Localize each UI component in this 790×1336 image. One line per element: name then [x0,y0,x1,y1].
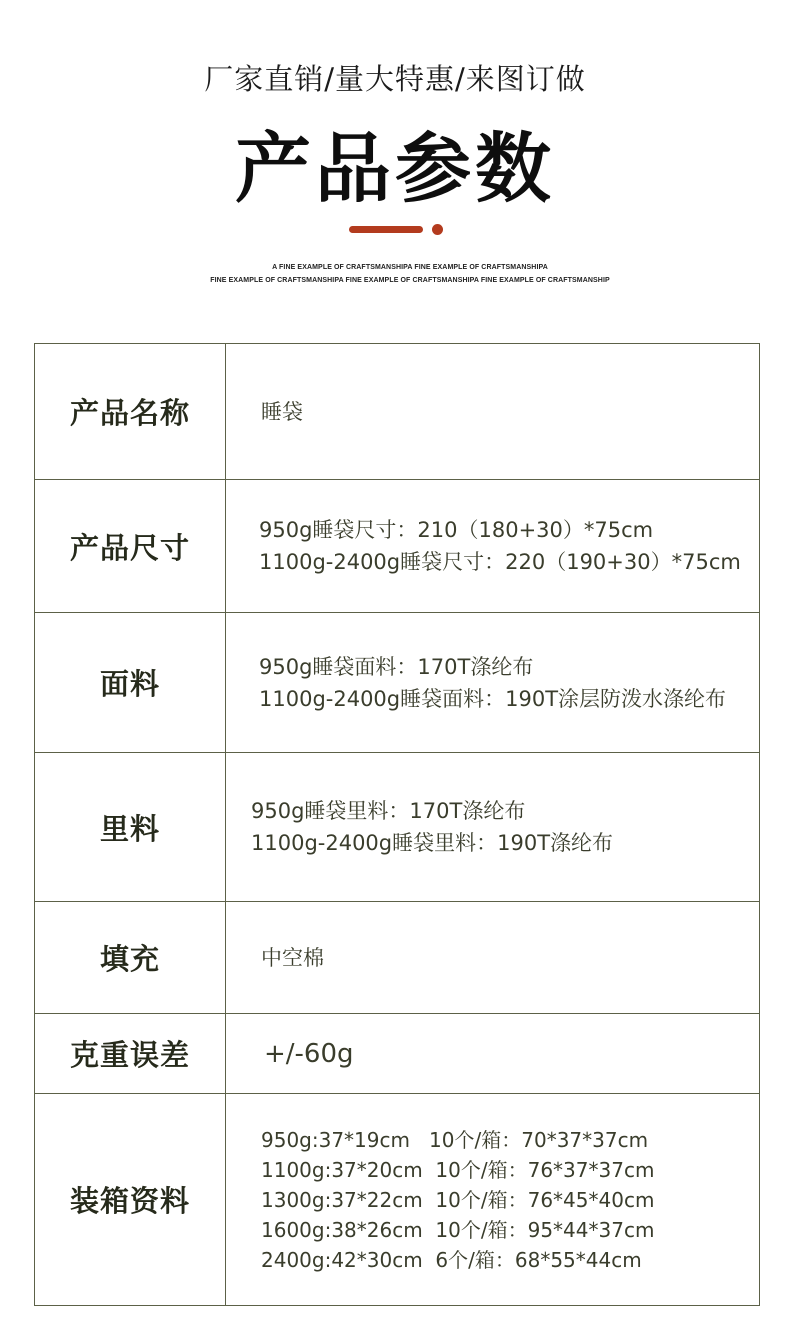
value-line: 1600g:38*26cm 10个/箱：95*44*37cm [261,1217,655,1242]
value-line: 2400g:42*30cm 6个/箱：68*55*44cm [261,1247,642,1272]
value-line: 950g:37*19cm 10个/箱：70*37*37cm [261,1127,649,1152]
row-label: 产品名称 [69,396,190,430]
table-row-fabric [35,613,759,753]
value-line: 1100g:37*20cm 10个/箱：76*37*37cm [261,1157,655,1182]
page-title: 产品参数 [235,124,555,213]
value-line: 1100g-2400g睡袋里料：190T涤纶布 [251,831,614,855]
value-line: +/-60g [264,1038,354,1069]
value-line: 1100g-2400g睡袋面料：190T涂层防泼水涤纶布 [259,686,727,711]
value-line: 1300g:37*22cm 10个/箱：76*45*40cm [261,1187,655,1212]
tagline-line-1: A FINE EXAMPLE OF CRAFTSMANSHIPA FINE EXAMPLE OF CRAFTSMANSHIPA [272,264,548,271]
row-value [261,1094,654,1305]
table-row-product-name [35,344,759,480]
accent-dot [432,224,443,235]
page-subtitle: 厂家直销/量大特惠/来图订做 [204,62,586,96]
row-value [259,613,726,752]
table-row-lining [35,753,759,902]
row-value [261,344,303,479]
table-row-weight-tolerance [35,1014,759,1094]
table-row-filling [35,902,759,1014]
row-label: 克重误差 [69,1038,190,1072]
value-line: 睡袋 [261,399,303,424]
row-label: 里料 [99,811,160,846]
row-label: 产品尺寸 [69,530,190,565]
value-line: 950g睡袋尺寸：210（180+30）*75cm [259,518,654,542]
value-line: 1100g-2400g睡袋尺寸：220（190+30）*75cm [259,550,741,574]
row-value [251,753,613,901]
accent-bar [349,226,423,233]
row-value [264,1014,354,1093]
tagline-line-2: FINE EXAMPLE OF CRAFTSMANSHIPA FINE EXAMPLE OF CRAFTSMANSHIPA FINE EXAMPLE OF CRAFTSMANSHIP [210,277,610,284]
row-label: 装箱资料 [69,1184,190,1218]
row-label: 填充 [99,942,160,976]
value-line: 950g睡袋里料：170T涤纶布 [251,799,526,823]
table-row-size [35,480,759,613]
table-row-packing [35,1094,759,1305]
row-value [261,902,324,1013]
spec-table [34,343,760,1306]
row-value [259,480,741,612]
value-line: 中空棉 [261,945,324,970]
row-label: 面料 [99,667,160,701]
value-line: 950g睡袋面料：170T涤纶布 [259,654,534,679]
